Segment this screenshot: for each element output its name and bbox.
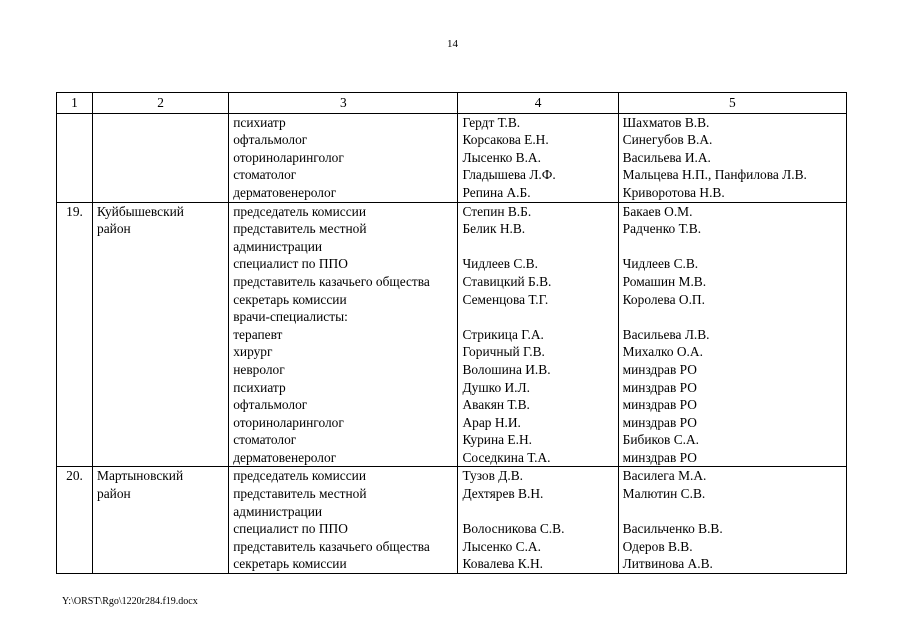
cell-line: Авакян Т.В. (462, 397, 530, 413)
cell-line: Степин В.Б. (462, 203, 532, 219)
cell-line: Малютин С.В. (622, 486, 706, 502)
cell-line: Горичный Г.В. (462, 344, 545, 360)
cell-line: офтальмолог (233, 397, 308, 413)
cell-line: специалист по ППО (233, 256, 348, 272)
cell-line: Бибиков С.А. (622, 432, 699, 448)
column-header: 3 (229, 93, 458, 114)
row-number-cell: 20. (57, 467, 93, 574)
cell-line: невролог (233, 361, 285, 377)
header-row (57, 93, 847, 114)
cell-line: минздрав РО (622, 397, 697, 413)
cell-line: район (97, 486, 131, 502)
cell-line: Васильченко В.В. (622, 521, 723, 537)
cell-line: дерматовенеролог (233, 184, 337, 200)
table-row (57, 113, 847, 202)
column-header: 4 (458, 93, 618, 114)
table-row (57, 202, 847, 467)
cell-line: врачи-специалисты: (233, 309, 348, 325)
cell-line: минздрав РО (622, 449, 697, 465)
cell-line: Гладышева Л.Ф. (462, 167, 556, 183)
cell-line (462, 503, 613, 521)
cell-line: Дехтярев В.Н. (462, 486, 544, 502)
cell-line: Литвинова А.В. (622, 556, 713, 572)
cell-line: Ставицкий Б.В. (462, 273, 552, 289)
cell-line: Василега М.А. (622, 468, 707, 484)
role-cell (229, 202, 458, 467)
cell-line (623, 503, 842, 521)
cell-line: Гердт Т.В. (462, 114, 521, 130)
cell-line: Криворотова Н.В. (622, 184, 725, 200)
cell-line: стоматолог (233, 432, 297, 448)
cell-line: представитель казачьего общества (233, 538, 430, 554)
cell-line (623, 308, 842, 326)
cell-line: терапевт (233, 326, 283, 342)
cell-line: председатель комиссии (233, 468, 366, 484)
cell-line: Стрикица Г.А. (462, 326, 544, 342)
cell-line: район (97, 221, 131, 237)
cell-line: представитель казачьего общества (233, 273, 430, 289)
cell-line: председатель комиссии (233, 203, 366, 219)
deputy-cell (618, 202, 846, 467)
cell-line: оториноларинголог (233, 414, 344, 430)
deputy-cell (618, 467, 846, 574)
cell-line: Лысенко В.А. (462, 149, 541, 165)
cell-line: Душко И.Л. (462, 379, 530, 395)
cell-line: Курина Е.Н. (462, 432, 532, 448)
cell-line (462, 308, 613, 326)
page-number: 14 (447, 38, 458, 50)
member-cell (458, 113, 618, 202)
file-path-footer: Y:\ORST\Rgo\1220r284.f19.docx (62, 596, 198, 607)
cell-line: Одеров В.В. (622, 538, 693, 554)
member-cell (458, 467, 618, 574)
cell-line: минздрав РО (622, 361, 697, 377)
cell-line: Мальцева Н.П., Панфилова Л.В. (622, 167, 807, 183)
cell-line: администрации (233, 238, 323, 254)
cell-line: дерматовенеролог (233, 449, 337, 465)
role-cell (229, 113, 458, 202)
district-cell (93, 113, 229, 202)
cell-line: Васильева И.А. (622, 149, 711, 165)
row-number-cell: 19. (57, 202, 93, 467)
member-cell (458, 202, 618, 467)
cell-line: Васильева Л.В. (622, 326, 710, 342)
cell-line: представитель местной (233, 486, 367, 502)
cell-line: стоматолог (233, 167, 297, 183)
cell-line: Королева О.П. (622, 291, 705, 307)
cell-line: администрации (233, 503, 323, 519)
cell-line: Чидлеев С.В. (622, 256, 699, 272)
deputy-cell (618, 113, 846, 202)
role-cell (229, 467, 458, 574)
cell-line: Бакаев О.М. (622, 203, 693, 219)
commission-table (56, 92, 847, 574)
cell-line: Белик Н.В. (462, 221, 526, 237)
cell-line: Шахматов В.В. (622, 114, 710, 130)
cell-line: Соседкина Т.А. (462, 449, 551, 465)
cell-line: психиатр (233, 379, 286, 395)
cell-line: Радченко Т.В. (622, 221, 702, 237)
cell-line: хирург (233, 344, 273, 360)
district-cell (93, 202, 229, 467)
cell-line: Арар Н.И. (462, 414, 521, 430)
cell-line: психиатр (233, 114, 286, 130)
cell-line: Лысенко С.А. (462, 538, 541, 554)
cell-line: секретарь комиссии (233, 556, 347, 572)
cell-line: Ромашин М.В. (622, 273, 707, 289)
cell-line: Волошина И.В. (462, 361, 551, 377)
cell-line: офтальмолог (233, 132, 308, 148)
column-header: 5 (618, 93, 846, 114)
cell-line: Чидлеев С.В. (462, 256, 538, 272)
cell-line: представитель местной (233, 221, 367, 237)
cell-line: оториноларинголог (233, 149, 344, 165)
cell-line: Волосникова С.В. (462, 521, 565, 537)
cell-line: минздрав РО (622, 379, 697, 395)
table-body (57, 113, 847, 573)
column-header: 2 (93, 93, 229, 114)
cell-line: Тузов Д.В. (462, 468, 524, 484)
cell-line (462, 238, 613, 256)
cell-line: Репина А.Б. (462, 184, 531, 200)
cell-line: Куйбышевский (97, 203, 184, 219)
cell-line: специалист по ППО (233, 521, 348, 537)
column-header: 1 (57, 93, 93, 114)
cell-line: минздрав РО (622, 414, 697, 430)
cell-line: Ковалева К.Н. (462, 556, 544, 572)
cell-line: Синегубов В.А. (622, 132, 713, 148)
row-number-cell (57, 113, 93, 202)
table-row (57, 467, 847, 574)
cell-line: Мартыновский (97, 468, 184, 484)
cell-line (623, 238, 842, 256)
cell-line: Корсакова Е.Н. (462, 132, 549, 148)
district-cell (93, 467, 229, 574)
cell-line: Семенцова Т.Г. (462, 291, 549, 307)
cell-line: Михалко О.А. (622, 344, 703, 360)
cell-line: секретарь комиссии (233, 291, 347, 307)
